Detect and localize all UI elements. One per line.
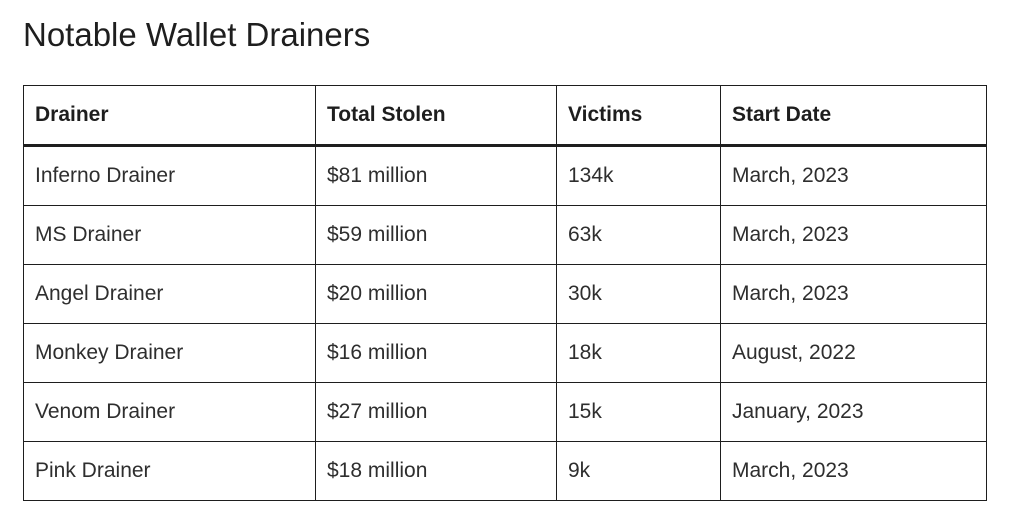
cell-drainer: Inferno Drainer: [24, 146, 316, 206]
column-header-start-date: Start Date: [721, 86, 987, 146]
cell-total-stolen: $18 million: [316, 442, 557, 501]
cell-drainer: Pink Drainer: [24, 442, 316, 501]
cell-victims: 63k: [557, 206, 721, 265]
cell-total-stolen: $16 million: [316, 324, 557, 383]
table-row: [24, 206, 987, 265]
cell-total-stolen: $81 million: [316, 146, 557, 206]
table-header-row: [24, 86, 987, 146]
cell-start-date: August, 2022: [721, 324, 987, 383]
cell-start-date: March, 2023: [721, 265, 987, 324]
cell-drainer: Angel Drainer: [24, 265, 316, 324]
table-row: [24, 146, 987, 206]
cell-drainer: Monkey Drainer: [24, 324, 316, 383]
table-row: [24, 324, 987, 383]
table-row: [24, 442, 987, 501]
column-header-total-stolen: Total Stolen: [316, 86, 557, 146]
cell-drainer: MS Drainer: [24, 206, 316, 265]
column-header-victims: Victims: [557, 86, 721, 146]
table-row: [24, 383, 987, 442]
cell-start-date: January, 2023: [721, 383, 987, 442]
cell-total-stolen: $20 million: [316, 265, 557, 324]
drainers-table: [23, 85, 987, 501]
cell-total-stolen: $59 million: [316, 206, 557, 265]
table-row: [24, 265, 987, 324]
cell-start-date: March, 2023: [721, 442, 987, 501]
cell-victims: 15k: [557, 383, 721, 442]
page-title: Notable Wallet Drainers: [23, 16, 371, 53]
cell-victims: 18k: [557, 324, 721, 383]
cell-start-date: March, 2023: [721, 146, 987, 206]
cell-victims: 30k: [557, 265, 721, 324]
drainers-table-container: [23, 85, 986, 501]
column-header-drainer: Drainer: [24, 86, 316, 146]
cell-victims: 134k: [557, 146, 721, 206]
cell-start-date: March, 2023: [721, 206, 987, 265]
cell-victims: 9k: [557, 442, 721, 501]
cell-drainer: Venom Drainer: [24, 383, 316, 442]
cell-total-stolen: $27 million: [316, 383, 557, 442]
